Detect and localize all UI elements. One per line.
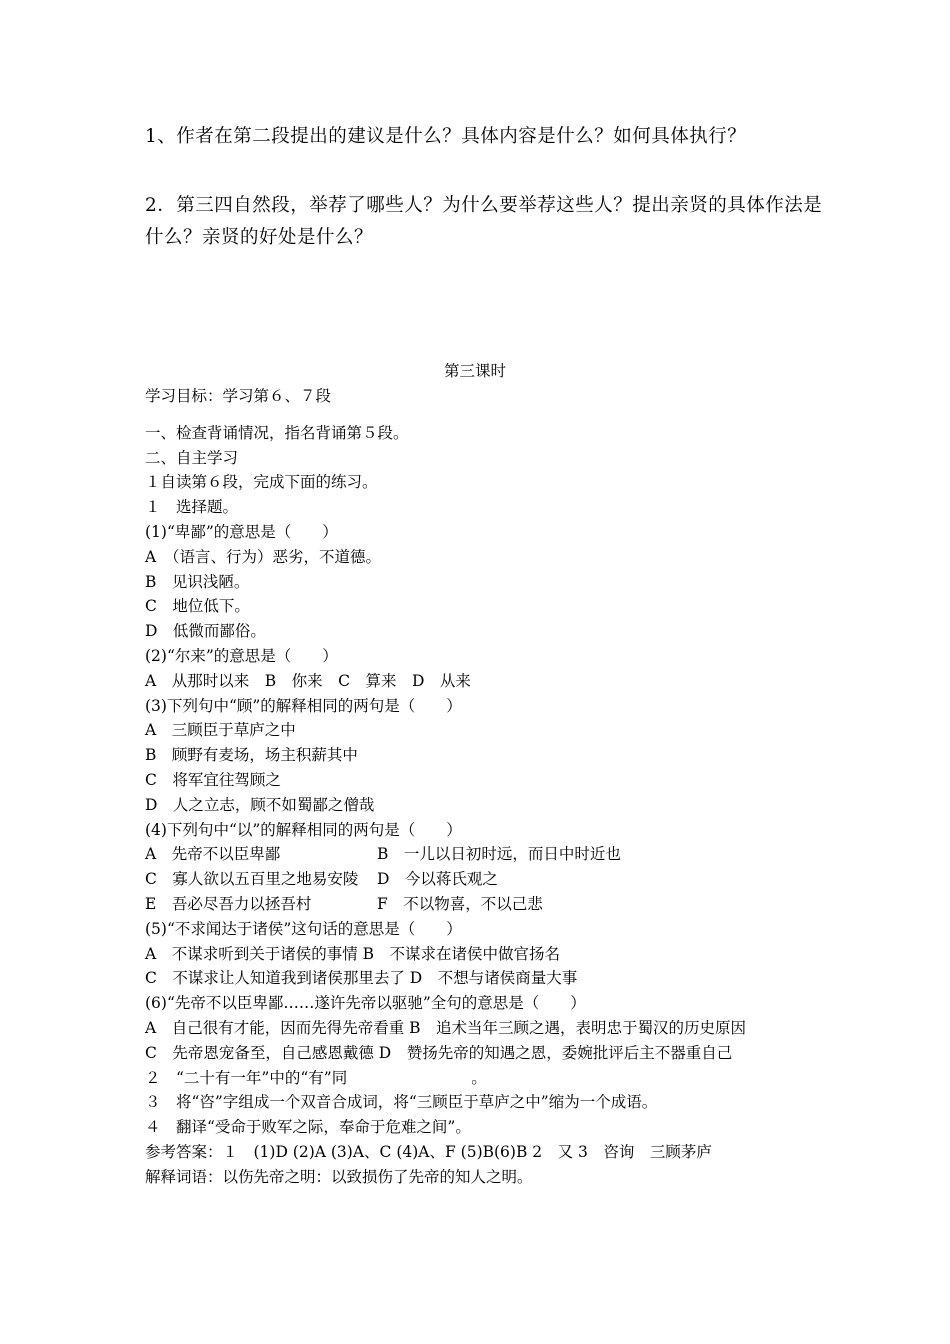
mcq-3-option-d: D 人之立志，顾不如蜀鄙之僧哉 [145,795,375,814]
question-2: 2．第三四自然段，举荐了哪些人？为什么要举荐这些人？提出亲贤的具体作法是什么？亲贤的好处是什么？ [145,195,823,248]
step-2: 二、自主学习 [145,448,239,467]
exercise-3: ３ 将“咨”字组成一个双音合成词，将“三顾臣于草庐之中”缩为一个成语。 [145,1093,658,1112]
mcq-5-options-ab: A 不谋求听到关于诸侯的事情 B 不谋求在诸侯中做官扬名 [145,944,561,963]
mcq-2-stem: (2)“尔来”的意思是（ ） [145,646,338,665]
subsection-choice: １ 选择题。 [145,498,239,517]
mcq-3-option-a: A 三顾臣于草庐之中 [145,721,296,740]
mcq-5-stem: (5)“不求闻达于诸侯”这句话的意思是（ ） [145,919,462,938]
learning-goal: 学习目标：学习第６、７段 [145,387,332,405]
mcq-1-option-c: C 地位低下。 [145,597,250,616]
mcq-1-stem: (1)“卑鄙”的意思是（ ） [145,522,338,541]
mcq-2-options: A 从那时以来 B 你来 C 算来 D 从来 [145,671,471,690]
mcq-3-option-c: C 将军宜往驾顾之 [145,770,281,789]
section-title: 第三课时 [443,362,506,380]
word-explanation: 解释词语：以伤先帝之明：以致损伤了先帝的知人之明。 [145,1167,533,1186]
mcq-4-option-f: F 不以物喜，不以己悲 [377,894,543,913]
mcq-4-row [145,892,845,917]
mcq-3-stem: (3)下列句中“顾”的解释相同的两句是（ ） [145,696,462,715]
mcq-4-option-e: E 吾必尽吾力以拯吾村 [145,894,312,913]
mcq-4-option-d: D 今以蒋氏观之 [377,870,498,889]
mcq-4-option-b: B 一儿以日初时远，而日中时近也 [377,845,621,864]
mcq-4-row [145,842,845,867]
mcq-6-options-cd: C 先帝恩宠备至，自己感恩戴德 D 赞扬先帝的知遇之恩，委婉批评后主不器重自己 [145,1043,733,1062]
mcq-4-stem: (4)下列句中“以”的解释相同的两句是（ ） [145,820,462,839]
mcq-1-option-d: D 低微而鄙俗。 [145,622,266,641]
mcq-5-options-cd: C 不谋求让人知道我到诸侯那里去了 D 不想与诸侯商量大事 [145,969,578,988]
reference-answer: 参考答案：１ (1)D (2)A (3)A、C (4)A、F (5)B(6)B 2 又 3 咨询 三顾茅庐 [145,1142,712,1161]
question-1: 1、作者在第二段提出的建议是什么？具体内容是什么？如何具体执行？ [145,126,747,147]
exercise-4: ４ 翻译“受命于败军之际，奉命于危难之间”。 [145,1118,471,1137]
task-intro: １自读第６段，完成下面的练习。 [145,473,378,492]
mcq-6-options-ab: A 自己很有才能，因而先得先帝看重 B 追术当年三顾之遇，表明忠于蜀汉的历史原因 [145,1018,747,1037]
lesson-body [145,384,845,1190]
mcq-4-row [145,867,845,892]
exercise-2: ２ “二十有一年”中的“有”同 。 [145,1068,487,1087]
mcq-1-option-b: B 见识浅陋。 [145,572,250,591]
mcq-3-option-b: B 顾野有麦场，场主积薪其中 [145,746,358,765]
mcq-4-option-a: A 先帝不以臣卑鄙 [145,845,281,864]
mcq-6-stem: (6)“先帝不以臣卑鄙……遂许先帝以驱驰”全句的意思是（ ） [145,994,586,1013]
step-1: 一、检查背诵情况，指名背诵第５段。 [145,423,409,442]
mcq-1-option-a: A （语言、行为）恶劣，不道德。 [145,547,381,566]
mcq-4-option-c: C 寡人欲以五百里之地易安陵 [145,870,359,889]
